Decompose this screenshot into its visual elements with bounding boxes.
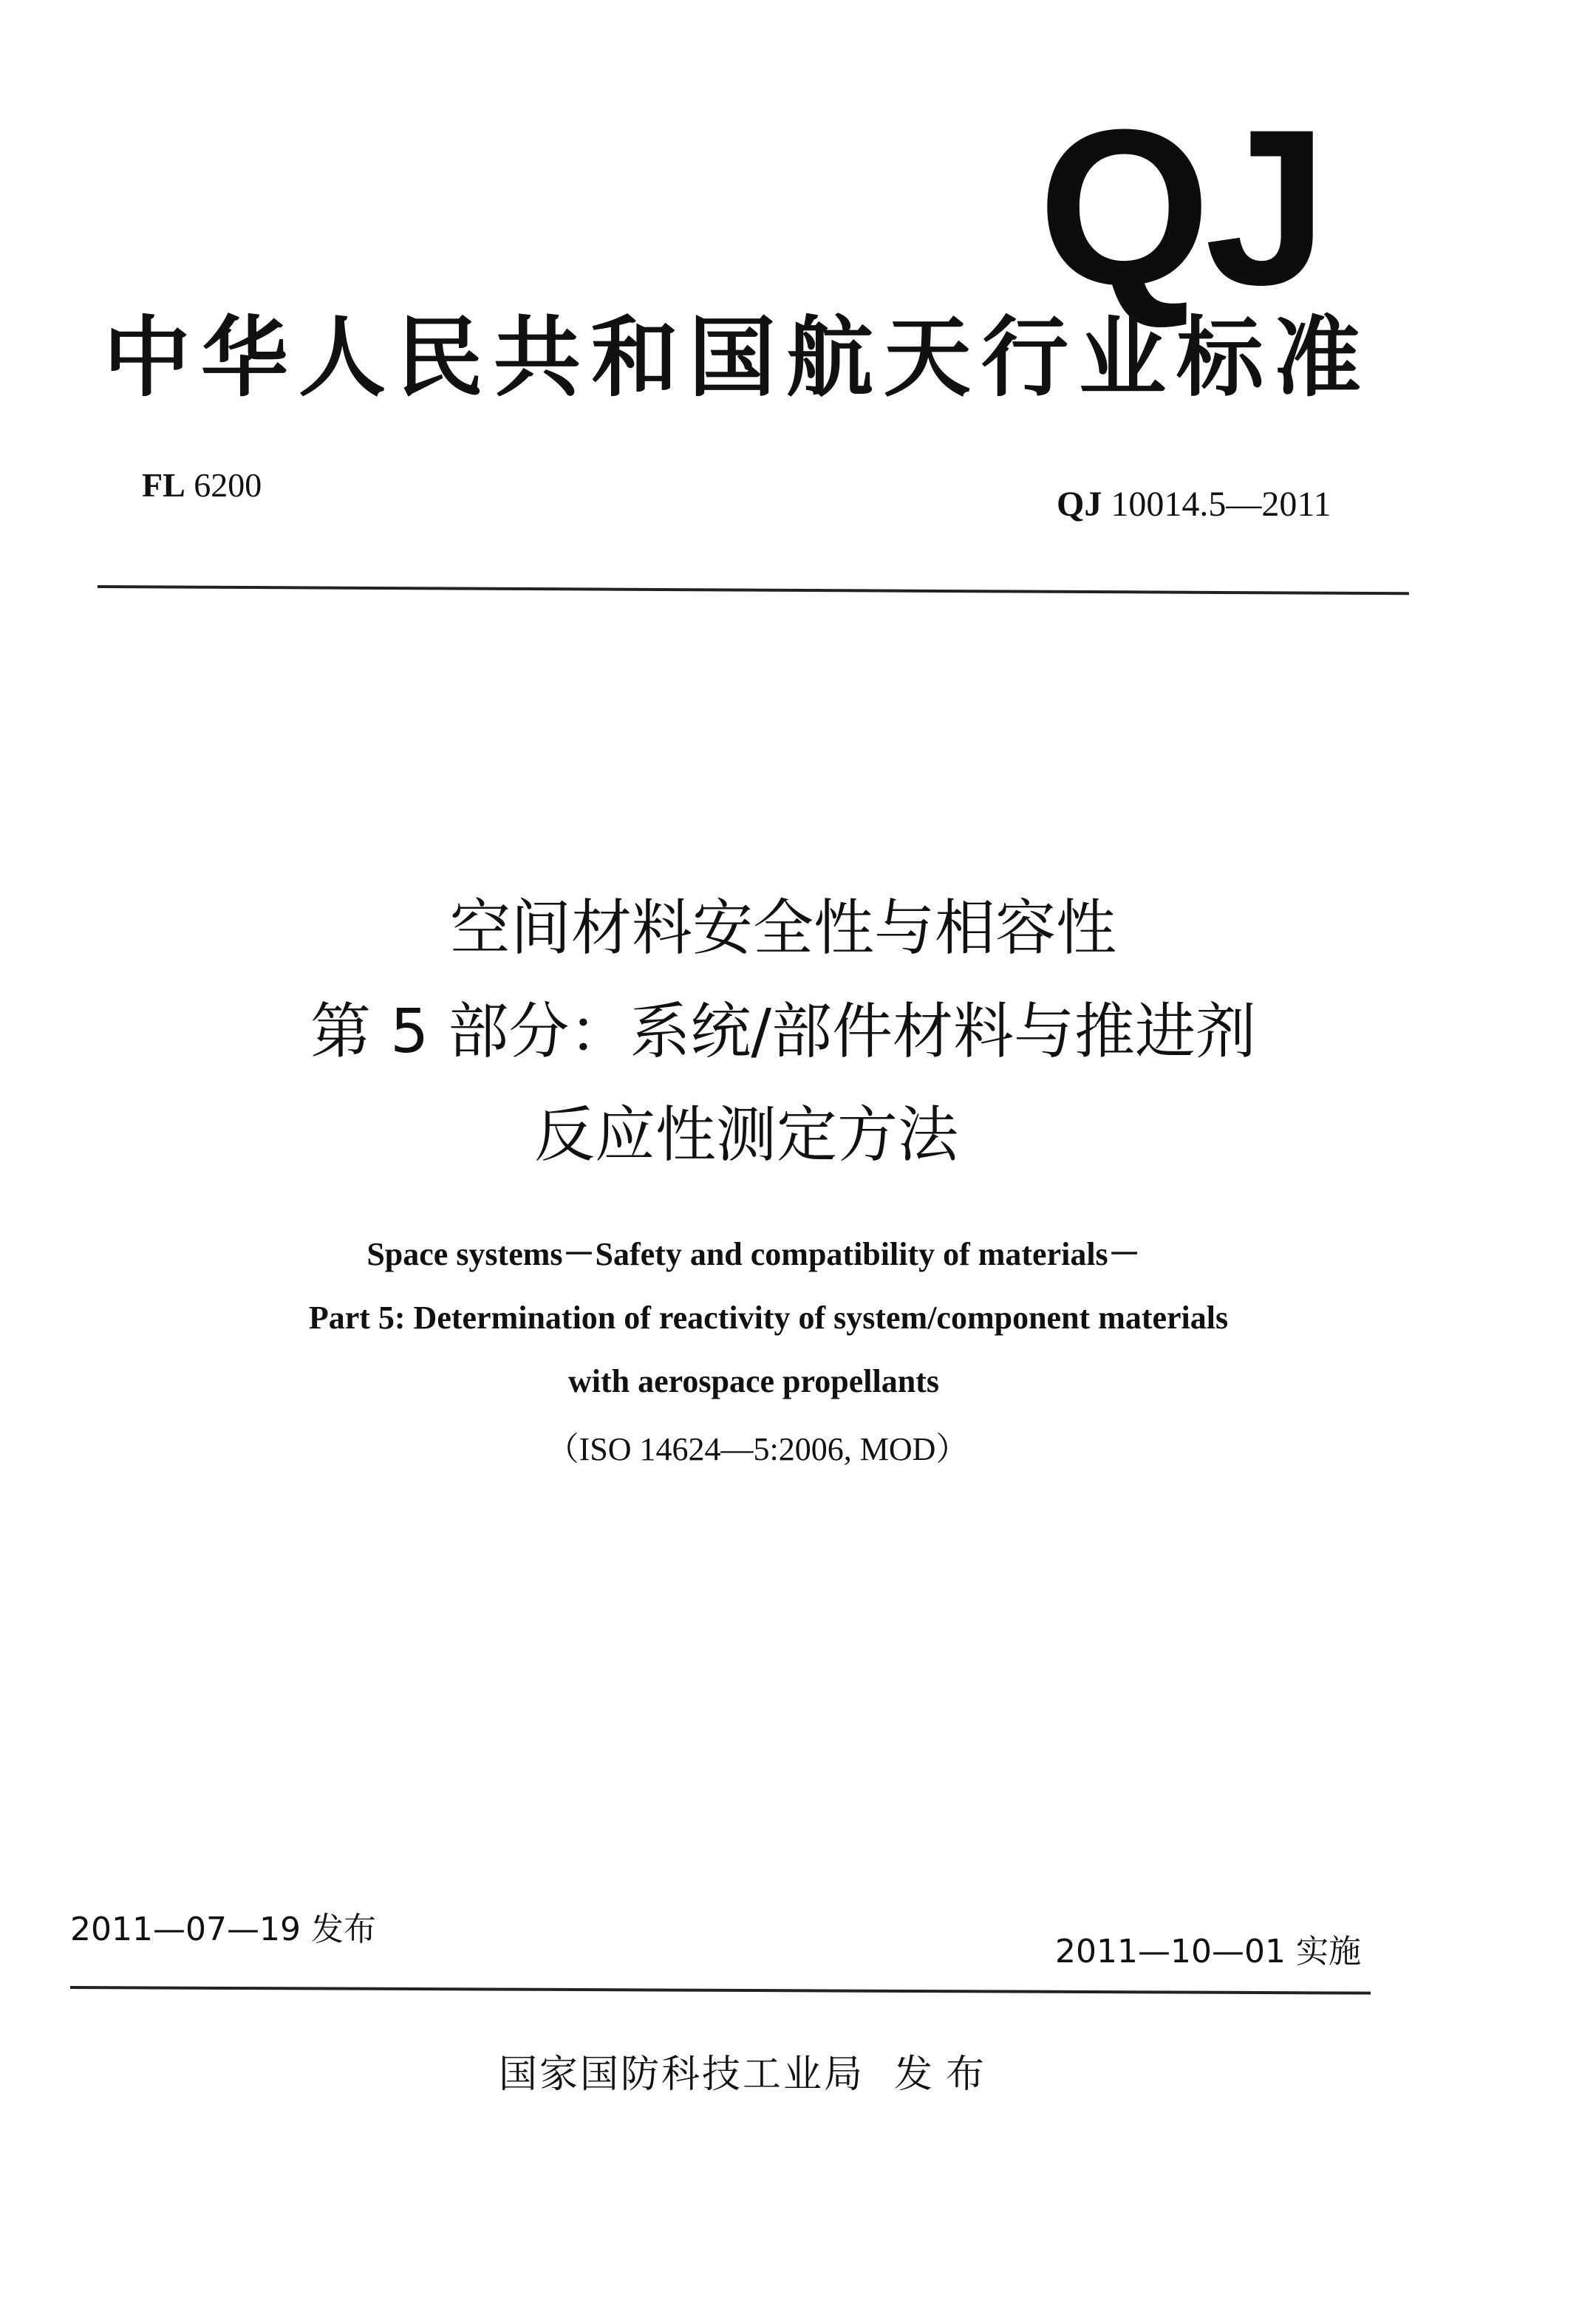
chinese-title-line-3: 反应性测定方法 xyxy=(533,1100,958,1170)
header-divider xyxy=(98,585,1409,595)
standard-number-value: 10014.5—2011 xyxy=(1111,485,1331,524)
standard-category-title: 中华人民共和国航天行业标准 xyxy=(103,307,1372,409)
iso-reference: （ISO 14624—5:2006, MOD） xyxy=(546,1431,969,1467)
english-title-line-2: Part 5: Determination of reactivity of system/component materials xyxy=(308,1300,1229,1336)
classification-code xyxy=(142,465,262,505)
publisher-action: 发布 xyxy=(894,2052,998,2097)
chinese-title-line-1: 空间材料安全性与相容性 xyxy=(449,893,1116,963)
chinese-title-line-2: 第 5 部分：系统/部件材料与推进剂 xyxy=(310,997,1256,1067)
classification-prefix: FL xyxy=(142,466,185,504)
publisher-name: 国家国防科技工业局 xyxy=(499,2052,865,2097)
implementation-date: 2011—10—01 实施 xyxy=(1055,1933,1361,1970)
standard-number xyxy=(1057,484,1331,525)
standard-logo: QJ xyxy=(1038,83,1323,331)
classification-number: 6200 xyxy=(194,466,262,504)
english-title-line-3: with aerospace propellants xyxy=(568,1363,939,1399)
english-title-line-1: Space systems－Safety and compatibility of materials－ xyxy=(366,1236,1141,1272)
issue-date: 2011—07—19 发布 xyxy=(70,1911,376,1948)
footer-divider xyxy=(70,1986,1371,1995)
publisher xyxy=(499,2043,998,2098)
standard-number-prefix: QJ xyxy=(1057,485,1102,524)
